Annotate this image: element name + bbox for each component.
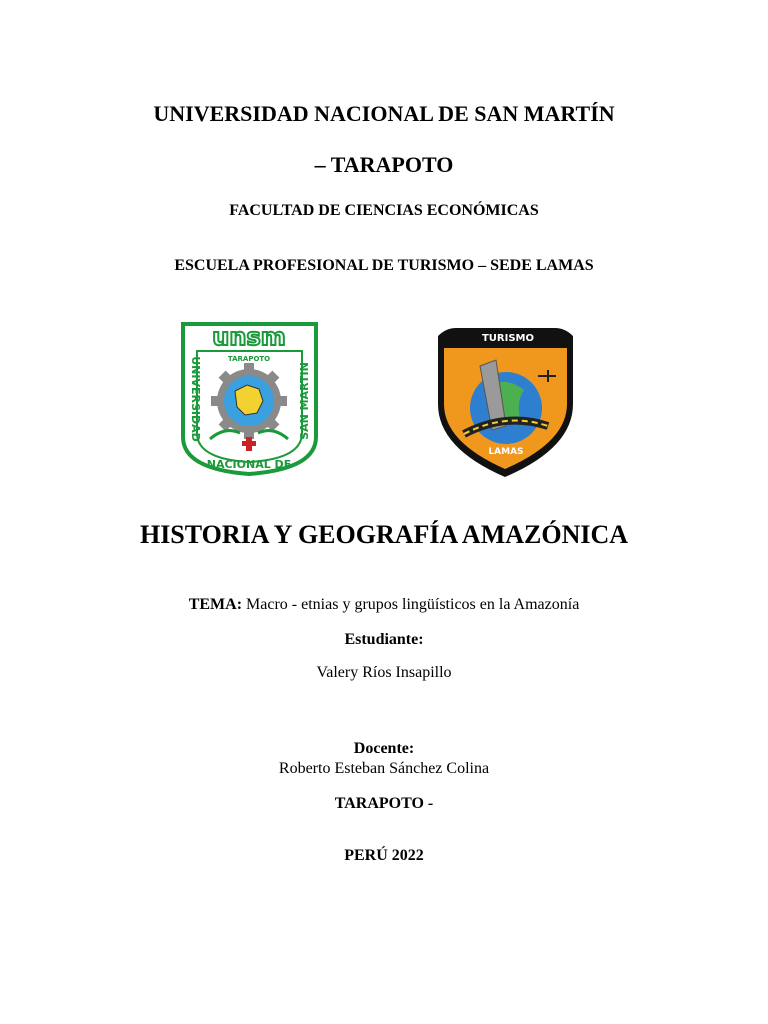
tourism-shield-icon (436, 326, 575, 479)
unsm-logo (180, 321, 319, 477)
university-name-line1: UNIVERSIDAD NACIONAL DE SAN MARTÍN (153, 101, 615, 126)
topic-value: Macro - etnias y grupos lingüísticos en la Amazonía (242, 596, 580, 613)
turismo-bottom-text: LAMAS (488, 447, 524, 457)
unsm-wordmark: unsm (212, 323, 286, 351)
unsm-ring-right: SAN MARTIN (298, 362, 311, 440)
topic-label: TEMA: (188, 596, 243, 613)
turismo-logo (436, 326, 575, 479)
student-name: Valery Ríos Insapillo (316, 664, 452, 681)
faculty-name: FACULTAD DE CIENCIAS ECONÓMICAS (229, 202, 539, 219)
university-name-line2: – TARAPOTO (314, 152, 454, 177)
topic-line (0, 596, 768, 614)
country-year-line: PERÚ 2022 (344, 847, 424, 864)
unsm-ring-bottom: NACIONAL DE (206, 458, 292, 471)
student-label: Estudiante: (344, 631, 424, 648)
unsm-ring-left: UNIVERSIDAD (189, 356, 202, 442)
unsm-tarapoto-text: TARAPOTO (227, 355, 271, 363)
city-line: TARAPOTO - (334, 795, 434, 812)
turismo-top-text: TURISMO (481, 333, 535, 344)
university-seal-icon (180, 321, 319, 477)
school-name: ESCUELA PROFESIONAL DE TURISMO – SEDE LAMAS (174, 257, 594, 274)
teacher-name: Roberto Esteban Sánchez Colina (278, 760, 490, 777)
course-title: HISTORIA Y GEOGRAFÍA AMAZÓNICA (139, 520, 629, 549)
teacher-label: Docente: (353, 740, 415, 757)
